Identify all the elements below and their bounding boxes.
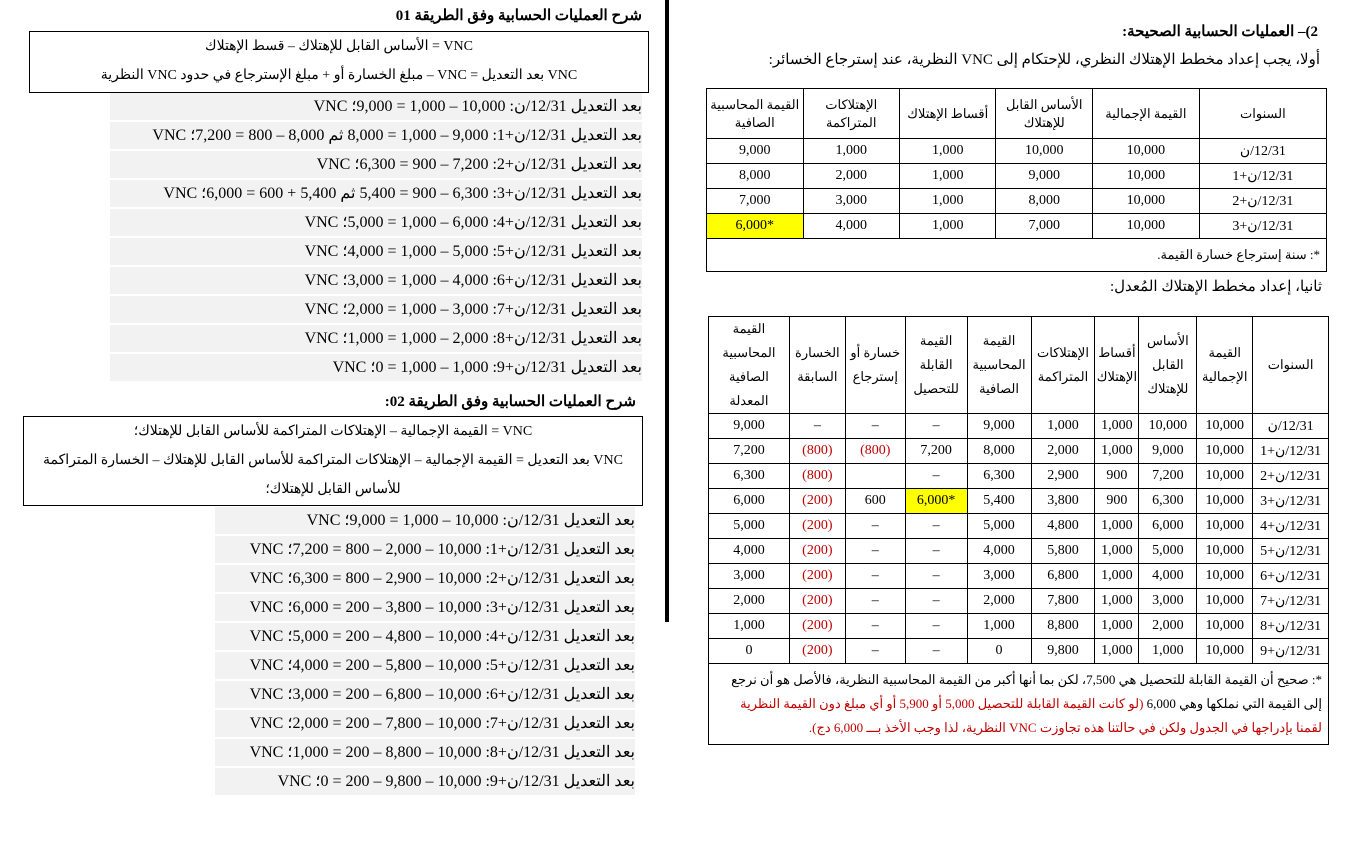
table2-cell: 5,400 bbox=[967, 489, 1031, 514]
table2-header-cell: القيمة الإجمالية bbox=[1197, 317, 1253, 414]
table2-cell: 10,000 bbox=[1197, 514, 1253, 539]
table2-note-red-text: (لو كانت القيمة القابلة للتحصيل 5,000 أو 5,900 أو أي مبلغ دون القيمة النظرية لقمنا بإدراجها في الجدول ولكن في حالتنا هذه تجاوزت VNC النظرية، لذا وجب الأخذ بـــ 6,000 دج). bbox=[740, 696, 1322, 735]
calc-row: VNC بعد التعديل 12/31/ن+5: 10,000 – 5,800 – 200 = 4,000؛ bbox=[215, 652, 635, 680]
table2-cell: 1,000 bbox=[1095, 539, 1139, 564]
table2-cell: 9,000 bbox=[1139, 439, 1197, 464]
table1-cell: 12/31/ن+1 bbox=[1199, 164, 1326, 189]
table2-cell: 6,000 bbox=[709, 489, 790, 514]
calc-row: VNC بعد التعديل 12/31/ن+3: 10,000 – 3,800 – 200 = 6,000؛ bbox=[215, 594, 635, 622]
table2-cell: 7,200 bbox=[905, 439, 967, 464]
calc-row: VNC بعد التعديل 12/31/ن+3: 6,300 – 900 = 5,400 ثم 5,400 + 600 = 6,000؛ bbox=[110, 180, 642, 208]
table1-cell: 7,000 bbox=[707, 189, 804, 214]
table2-cell: 2,000 bbox=[967, 589, 1031, 614]
table2-cell: 2,900 bbox=[1031, 464, 1095, 489]
table2-cell: (800) bbox=[845, 439, 905, 464]
theoretical-depreciation-table bbox=[706, 88, 1327, 272]
table1-header-cell: القيمة الإجمالية bbox=[1092, 89, 1199, 139]
table1-header-cell: الأساس القابل للإهتلاك bbox=[996, 89, 1092, 139]
table2-header-cell: الخسارة السابقة bbox=[789, 317, 845, 414]
table2-cell: 4,800 bbox=[1031, 514, 1095, 539]
table2-cell: (200) bbox=[789, 489, 845, 514]
table2-cell: – bbox=[905, 514, 967, 539]
method2-formula-box bbox=[23, 416, 643, 506]
table2-cell: 10,000 bbox=[1197, 564, 1253, 589]
table2-header-cell: أقساط الإهتلاك bbox=[1095, 317, 1139, 414]
table1-cell: 12/31/ن bbox=[1199, 139, 1326, 164]
table2-cell: 6,300 bbox=[1139, 489, 1197, 514]
table2-cell: (800) bbox=[789, 439, 845, 464]
table2-cell: 5,000 bbox=[1139, 539, 1197, 564]
table2-cell: – bbox=[845, 639, 905, 664]
table2-cell: 1,000 bbox=[1095, 589, 1139, 614]
table2-cell: 1,000 bbox=[1031, 414, 1095, 439]
table2-cell: – bbox=[845, 589, 905, 614]
table2-cell: – bbox=[845, 514, 905, 539]
table2-cell: 12/31/ن bbox=[1253, 414, 1329, 439]
table2-cell: 6,300 bbox=[709, 464, 790, 489]
table2-cell: 3,000 bbox=[1139, 589, 1197, 614]
adjusted-depreciation-table bbox=[708, 316, 1329, 745]
table2-cell: 7,200 bbox=[709, 439, 790, 464]
table2-header-cell: خسارة أو إسترجاع bbox=[845, 317, 905, 414]
table2-header-cell: القيمة المحاسبية الصافية bbox=[967, 317, 1031, 414]
table2-cell: 7,800 bbox=[1031, 589, 1095, 614]
table2-cell: 900 bbox=[1095, 489, 1139, 514]
table1-cell: 4,000 bbox=[803, 214, 899, 239]
table-row bbox=[709, 414, 1329, 439]
table2-cell: 12/31/ن+9 bbox=[1253, 639, 1329, 664]
table2-cell: 10,000 bbox=[1197, 439, 1253, 464]
table2-cell: 3,000 bbox=[709, 564, 790, 589]
table2-cell: 3,800 bbox=[1031, 489, 1095, 514]
calc-row: VNC بعد التعديل 12/31/ن+9: 10,000 – 9,800 – 200 = 0؛ bbox=[215, 768, 635, 796]
table-row bbox=[707, 139, 1327, 164]
calc-row: VNC بعد التعديل 12/31/ن+2: 7,200 – 900 = 6,300؛ bbox=[110, 151, 642, 179]
table-row bbox=[709, 514, 1329, 539]
table-row bbox=[709, 614, 1329, 639]
table2-cell: – bbox=[905, 639, 967, 664]
table2-cell: 12/31/ن+8 bbox=[1253, 614, 1329, 639]
calc-row: VNC بعد التعديل 12/31/ن: 10,000 – 1,000 = 9,000؛ bbox=[215, 507, 635, 535]
table2-cell: 4,000 bbox=[709, 539, 790, 564]
table2-cell: 12/31/ن+7 bbox=[1253, 589, 1329, 614]
table2-cell: (200) bbox=[789, 639, 845, 664]
table1-cell: *6,000 bbox=[707, 214, 804, 239]
table-row bbox=[709, 464, 1329, 489]
method2-formula-line: VNC بعد التعديل = القيمة الإجمالية – الإهتلاكات المتراكمة للأساس القابل للإهتلاك – الخسارة المتراكمة للأساس القابل للإهتلاك؛ bbox=[43, 453, 623, 497]
table1-cell: 12/31/ن+2 bbox=[1199, 189, 1326, 214]
table-row bbox=[709, 489, 1329, 514]
calc-row: VNC بعد التعديل 12/31/ن+6: 4,000 – 1,000 = 3,000؛ bbox=[110, 267, 642, 295]
table2-cell: 12/31/ن+6 bbox=[1253, 564, 1329, 589]
table2-cell bbox=[845, 464, 905, 489]
table2-cell: (800) bbox=[789, 464, 845, 489]
table-row bbox=[709, 564, 1329, 589]
table2-cell: 600 bbox=[845, 489, 905, 514]
table1-cell: 1,000 bbox=[900, 139, 996, 164]
table1-cell: 2,000 bbox=[803, 164, 899, 189]
table2-header-cell: الأساس القابل للإهتلاك bbox=[1139, 317, 1197, 414]
table2-cell: 10,000 bbox=[1197, 414, 1253, 439]
table1-note: *: سنة إسترجاع خسارة القيمة. bbox=[707, 239, 1327, 272]
table2-cell: 4,000 bbox=[967, 539, 1031, 564]
column-divider bbox=[665, 0, 669, 622]
table2-cell: 2,000 bbox=[1139, 614, 1197, 639]
method1-formula-box bbox=[29, 31, 649, 93]
table2-cell: 3,000 bbox=[967, 564, 1031, 589]
table2-cell: 1,000 bbox=[967, 614, 1031, 639]
section2-title: 2)– العمليات الحسابية الصحيحة: bbox=[1122, 24, 1318, 40]
table-row bbox=[709, 539, 1329, 564]
table2-cell: 1,000 bbox=[1095, 414, 1139, 439]
table2-cell: 5,000 bbox=[967, 514, 1031, 539]
table1-header-row bbox=[707, 89, 1327, 139]
table2-header-cell: القيمة المحاسبية الصافية المعدلة bbox=[709, 317, 790, 414]
table2-cell: *6,000 bbox=[905, 489, 967, 514]
table2-cell: 1,000 bbox=[1095, 614, 1139, 639]
calc-row: VNC بعد التعديل 12/31/ن+8: 2,000 – 1,000 = 1,000؛ bbox=[110, 325, 642, 353]
table-row bbox=[709, 589, 1329, 614]
table2-cell: – bbox=[845, 564, 905, 589]
table2-cell: – bbox=[905, 614, 967, 639]
table2-note-text: *: صحيح أن القيمة القابلة للتحصيل هي 7,500، لكن بما أنها أكبر من القيمة المحاسبية النظرية، فالأصل هو أن نرجع إلى القيمة التي نملكها وهي 6,000 bbox=[731, 672, 1322, 711]
table2-cell: 0 bbox=[967, 639, 1031, 664]
table2-cell: (200) bbox=[789, 589, 845, 614]
section2-intro2: ثانيا، إعداد مخطط الإهتلاك المُعدل: bbox=[1109, 279, 1322, 295]
table2-cell: 5,800 bbox=[1031, 539, 1095, 564]
table1-cell: 9,000 bbox=[996, 164, 1092, 189]
table2-cell: – bbox=[905, 414, 967, 439]
table1-cell: 7,000 bbox=[996, 214, 1092, 239]
table2-cell: 12/31/ن+3 bbox=[1253, 489, 1329, 514]
table2-cell: 10,000 bbox=[1197, 464, 1253, 489]
table2-cell: 9,000 bbox=[967, 414, 1031, 439]
table2-cell: – bbox=[905, 589, 967, 614]
table2-cell: (200) bbox=[789, 614, 845, 639]
table1-cell: 10,000 bbox=[1092, 164, 1199, 189]
calc-row: VNC بعد التعديل 12/31/ن+7: 10,000 – 7,800 – 200 = 2,000؛ bbox=[215, 710, 635, 738]
table-row bbox=[707, 214, 1327, 239]
table1-cell: 12/31/ن+3 bbox=[1199, 214, 1326, 239]
table2-cell: – bbox=[845, 414, 905, 439]
table2-cell: 1,000 bbox=[1095, 439, 1139, 464]
method1-formula-line: VNC = الأساس القابل للإهتلاك – قسط الإهتلاك bbox=[205, 39, 473, 54]
calc-row: VNC بعد التعديل 12/31/ن+7: 3,000 – 1,000 = 2,000؛ bbox=[110, 296, 642, 324]
table1-header-cell: أقساط الإهتلاك bbox=[900, 89, 996, 139]
table1-cell: 10,000 bbox=[1092, 139, 1199, 164]
table-row bbox=[707, 189, 1327, 214]
table-row bbox=[709, 439, 1329, 464]
calc-row: VNC بعد التعديل 12/31/ن+5: 5,000 – 1,000 = 4,000؛ bbox=[110, 238, 642, 266]
table2-cell: 6,000 bbox=[1139, 514, 1197, 539]
table2-cell: 12/31/ن+5 bbox=[1253, 539, 1329, 564]
table1-header-cell: السنوات bbox=[1199, 89, 1326, 139]
table2-cell: 10,000 bbox=[1197, 589, 1253, 614]
table2-cell: 1,000 bbox=[709, 614, 790, 639]
table1-cell: 1,000 bbox=[900, 189, 996, 214]
table1-cell: 9,000 bbox=[707, 139, 804, 164]
calc-row: VNC بعد التعديل 12/31/ن+2: 10,000 – 2,900 – 800 = 6,300؛ bbox=[215, 565, 635, 593]
table2-cell: 10,000 bbox=[1197, 639, 1253, 664]
table2-cell: (200) bbox=[789, 514, 845, 539]
section2-intro1: أولا، يجب إعداد مخطط الإهتلاك النظري، للإحتكام إلى VNC النظرية، عند إسترجاع الخسائر: bbox=[768, 52, 1320, 68]
table1-cell: 8,000 bbox=[996, 189, 1092, 214]
table2-cell: 1,000 bbox=[1139, 639, 1197, 664]
table2-cell: 1,000 bbox=[1095, 639, 1139, 664]
table2-cell: 10,000 bbox=[1197, 489, 1253, 514]
method1-formula-line: VNC بعد التعديل = VNC – مبلغ الخسارة أو + مبلغ الإسترجاع في حدود VNC النظرية bbox=[100, 68, 578, 83]
table2-cell: – bbox=[905, 464, 967, 489]
table2-cell: 9,000 bbox=[709, 414, 790, 439]
table2-cell: – bbox=[845, 614, 905, 639]
calc-row: VNC بعد التعديل 12/31/ن+1: 9,000 – 1,000 = 8,000 ثم 8,000 – 800 = 7,200؛ bbox=[110, 122, 642, 150]
table2-cell: – bbox=[905, 539, 967, 564]
table2-cell: – bbox=[845, 539, 905, 564]
table1-cell: 10,000 bbox=[996, 139, 1092, 164]
table1-header-cell: القيمة المحاسبية الصافية bbox=[707, 89, 804, 139]
method2-formula-line: VNC = القيمة الإجمالية – الإهتلاكات المتراكمة للأساس القابل للإهتلاك؛ bbox=[133, 424, 533, 439]
table2-cell: (200) bbox=[789, 564, 845, 589]
calc-row: VNC بعد التعديل 12/31/ن+8: 10,000 – 8,800 – 200 = 1,000؛ bbox=[215, 739, 635, 767]
table2-cell: 10,000 bbox=[1197, 614, 1253, 639]
table1-cell: 10,000 bbox=[1092, 214, 1199, 239]
table2-cell: 12/31/ن+1 bbox=[1253, 439, 1329, 464]
table2-cell: – bbox=[905, 564, 967, 589]
table2-cell: 0 bbox=[709, 639, 790, 664]
table2-cell: 2,000 bbox=[709, 589, 790, 614]
table2-cell: 6,300 bbox=[967, 464, 1031, 489]
table1-cell: 3,000 bbox=[803, 189, 899, 214]
table2-cell: 12/31/ن+2 bbox=[1253, 464, 1329, 489]
table2-note bbox=[709, 664, 1329, 745]
table1-cell: 1,000 bbox=[900, 214, 996, 239]
calc-row: VNC بعد التعديل 12/31/ن+4: 10,000 – 4,800 – 200 = 5,000؛ bbox=[215, 623, 635, 651]
table2-header-row bbox=[709, 317, 1329, 414]
calc-row: VNC بعد التعديل 12/31/ن+9: 1,000 – 1,000 = 0؛ bbox=[110, 354, 642, 382]
table2-cell: 2,000 bbox=[1031, 439, 1095, 464]
calc-row: VNC بعد التعديل 12/31/ن+4: 6,000 – 1,000 = 5,000؛ bbox=[110, 209, 642, 237]
table2-cell: 10,000 bbox=[1139, 414, 1197, 439]
method2-title: شرح العمليات الحسابية وفق الطريقة 02: bbox=[384, 394, 636, 410]
table1-cell: 8,000 bbox=[707, 164, 804, 189]
calc-row: VNC بعد التعديل 12/31/ن+6: 10,000 – 6,800 – 200 = 3,000؛ bbox=[215, 681, 635, 709]
table-row bbox=[707, 164, 1327, 189]
table2-header-cell: القيمة القابلة للتحصيل bbox=[905, 317, 967, 414]
table1-cell: 1,000 bbox=[803, 139, 899, 164]
table2-cell: 7,200 bbox=[1139, 464, 1197, 489]
table2-cell: 10,000 bbox=[1197, 539, 1253, 564]
table2-cell: – bbox=[789, 414, 845, 439]
table-row bbox=[709, 639, 1329, 664]
table2-cell: 1,000 bbox=[1095, 514, 1139, 539]
calc-row: VNC بعد التعديل 12/31/ن: 10,000 – 1,000 = 9,000؛ bbox=[110, 93, 642, 121]
table2-cell: 1,000 bbox=[1095, 564, 1139, 589]
calc-row: VNC بعد التعديل 12/31/ن+1: 10,000 – 2,000 – 800 = 7,200؛ bbox=[215, 536, 635, 564]
table2-cell: 12/31/ن+4 bbox=[1253, 514, 1329, 539]
table2-header-cell: الإهتلاكات المتراكمة bbox=[1031, 317, 1095, 414]
table2-cell: 8,800 bbox=[1031, 614, 1095, 639]
table1-cell: 10,000 bbox=[1092, 189, 1199, 214]
method1-title: شرح العمليات الحسابية وفق الطريقة 01 bbox=[395, 8, 642, 24]
table2-cell: 9,800 bbox=[1031, 639, 1095, 664]
table1-cell: 1,000 bbox=[900, 164, 996, 189]
table2-cell: (200) bbox=[789, 539, 845, 564]
table2-cell: 6,800 bbox=[1031, 564, 1095, 589]
table2-cell: 4,000 bbox=[1139, 564, 1197, 589]
table2-header-cell: السنوات bbox=[1253, 317, 1329, 414]
table2-cell: 5,000 bbox=[709, 514, 790, 539]
table2-cell: 8,000 bbox=[967, 439, 1031, 464]
table1-header-cell: الإهتلاكات المتراكمة bbox=[803, 89, 899, 139]
table2-cell: 900 bbox=[1095, 464, 1139, 489]
